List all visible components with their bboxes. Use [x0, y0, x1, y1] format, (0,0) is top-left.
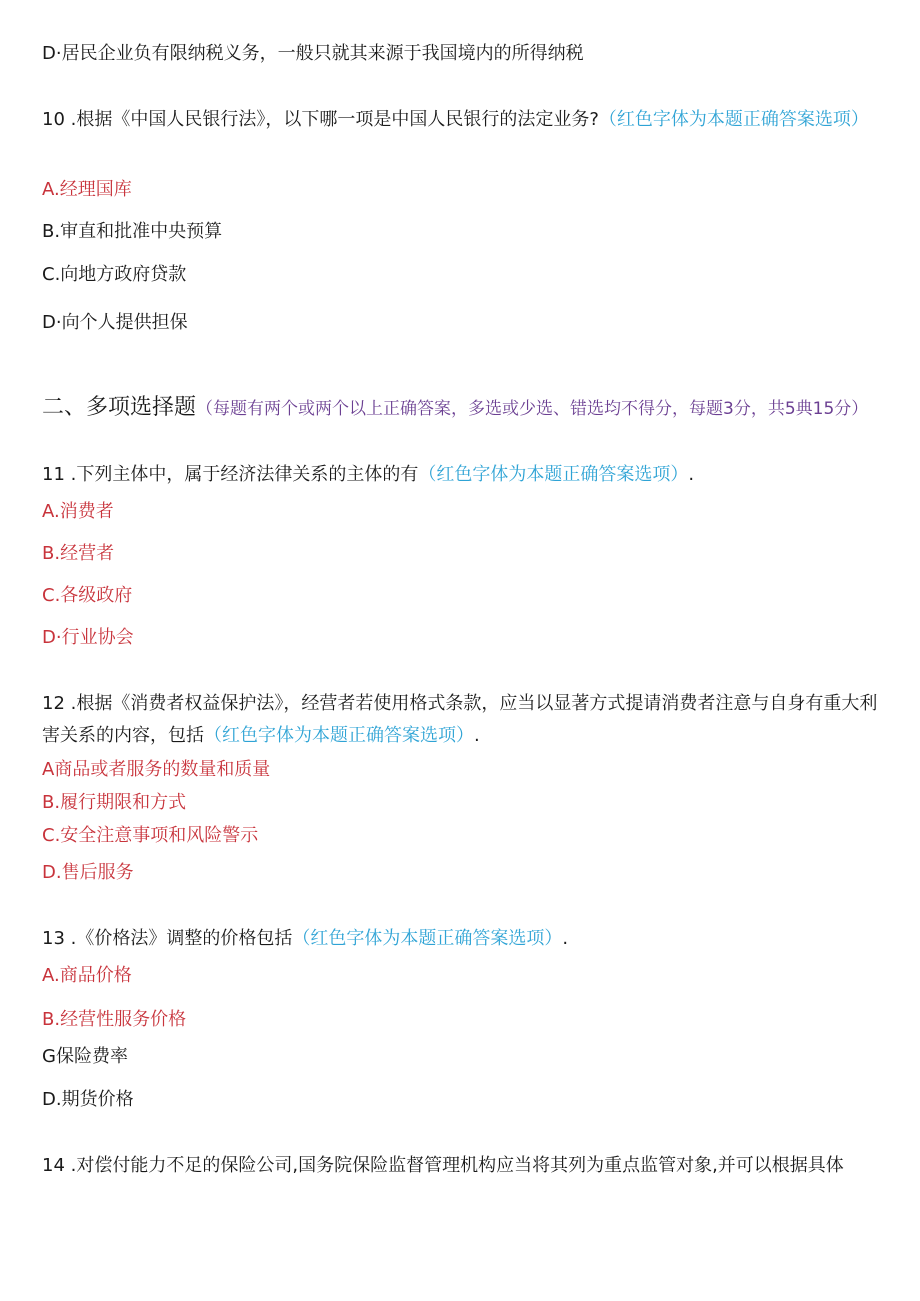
q11-option-b: B.经营者 [42, 543, 115, 564]
section-2-note: （每题有两个或两个以上正确答案，多选或少选、错选均不得分，每题3分，共5典15分） [196, 399, 869, 419]
q11-number: 11 [42, 464, 65, 485]
q14-number: 14 [42, 1155, 65, 1176]
q10-stem: .根据《中国人民银行法》，以下哪一项是中国人民银行的法定业务? [64, 109, 599, 130]
q12-option-b: B.履行期限和方式 [42, 792, 187, 813]
q12-option-a: A商品或者服务的数量和质量 [42, 759, 271, 780]
q11-option-d: D·行业协会 [42, 627, 134, 648]
q11-hint: （红色字体为本题正确答案选项） [418, 464, 689, 485]
q12-tail: . [474, 725, 480, 746]
q12-stem: .根据《消费者权益保护法》，经营者若使用格式条款，应当以显著方式提请消费者注意与自身有重大利害关系的内容，包括 [42, 693, 878, 746]
section-2-heading [42, 392, 880, 425]
q11-option-c: C.各级政府 [42, 585, 133, 606]
q10-option-d: D·向个人提供担保 [42, 312, 188, 333]
q11-tail: . [688, 464, 695, 485]
q10-number: 10 [42, 109, 65, 130]
q13-hint: （红色字体为本题正确答案选项） [292, 928, 563, 949]
q13-tail: . [562, 928, 569, 949]
q10-option-c: C.向地方政府贷款 [42, 264, 187, 285]
q11-question [42, 459, 880, 491]
q11-option-a: A.消费者 [42, 501, 114, 522]
q9-option-d: D·居民企业负有限纳税义务，一般只就其来源于我国境内的所得纳税 [42, 43, 584, 64]
q13-option-c: G保险费率 [42, 1046, 128, 1067]
q13-option-a: A.商品价格 [42, 965, 132, 986]
q14-stem: .对偿付能力不足的保险公司,国务院保险监督管理机构应当将其列为重点监管对象,并可以根据具体 [64, 1155, 844, 1176]
q10-option-a: A.经理国库 [42, 179, 132, 200]
q13-number: 13 [42, 928, 65, 949]
q10-hint: （红色字体为本题正确答案选项） [598, 109, 869, 130]
q10-option-b: B.审直和批准中央预算 [42, 221, 223, 242]
q12-option-d: D.售后服务 [42, 862, 134, 883]
q14-question [42, 1150, 880, 1182]
section-2-title: 二、多项选择题 [42, 395, 197, 420]
q12-hint: （红色字体为本题正确答案选项） [204, 725, 474, 746]
q12-number: 12 [42, 693, 65, 714]
q13-option-d: D.期货价格 [42, 1089, 134, 1110]
q10-question [42, 104, 880, 136]
q12-question [42, 688, 880, 752]
q12-option-c: C.安全注意事项和风险警示 [42, 825, 259, 846]
q13-stem: .《价格法》调整的价格包括 [64, 928, 293, 949]
q13-question [42, 923, 880, 955]
q11-stem: .下列主体中，属于经济法律关系的主体的有 [64, 464, 419, 485]
q13-option-b: B.经营性服务价格 [42, 1009, 187, 1030]
